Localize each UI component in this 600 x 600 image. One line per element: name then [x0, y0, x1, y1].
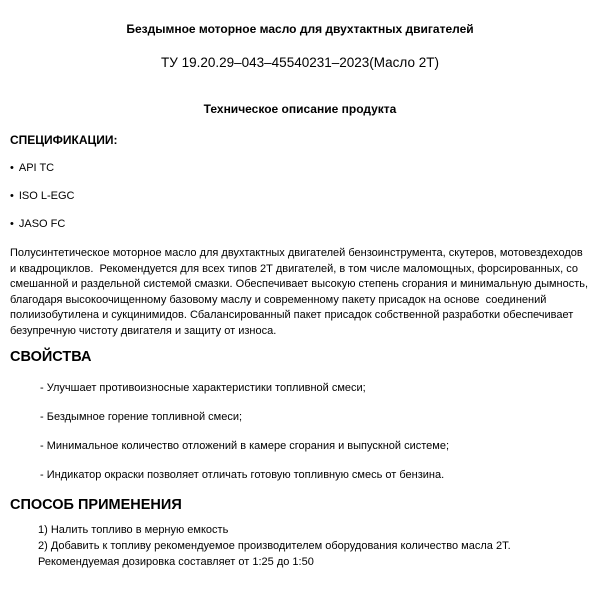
- list-item: [10, 218, 590, 231]
- usage-step: 2) Добавить к топливу рекомендуемое производителем оборудования количество масла 2Т.: [38, 540, 511, 552]
- document-title: Бездымное моторное масло для двухтактных двигателей: [126, 22, 474, 36]
- list-item: [10, 162, 590, 175]
- specifications-heading: СПЕЦИФИКАЦИИ:: [10, 133, 118, 147]
- list-item: - Улучшает противоизносные характеристики топливной смеси;: [40, 382, 366, 394]
- list-item: - Индикатор окраски позволяет отличать готовую топливную смесь от бензина.: [40, 469, 445, 481]
- tu-standard-number: ТУ 19.20.29–043–45540231–2023(Масло 2Т): [161, 55, 439, 70]
- specifications-list: [10, 162, 590, 231]
- list-item: [10, 190, 590, 203]
- list-item: - Бездымное горение топливной смеси;: [40, 411, 243, 423]
- bullet-icon: •: [10, 218, 14, 230]
- specification-label: JASO FC: [18, 218, 66, 230]
- product-description-paragraph: Полусинтетическое моторное масло для двухтактных двигателей бензоинструмента, скутеров, мотовездеходов и квадроциклов. Рекомендуется для всех типов 2Т двигателей, в том числе маломощных, форсированных, со смешанной и раздельной системой смазки. Обеспечивает высокую степень сгорания и минимальную дымность, благодаря высокоочищенному базовому маслу и современному пакету присадок на основе соединений полиизобутилена и сукцинимидов. Сбалансированный пакет присадок собственной разработки обеспечивает безупречную чистоту двигателя и защиту от износа.: [10, 247, 592, 337]
- properties-heading: СВОЙСТВА: [10, 349, 92, 365]
- usage-heading: СПОСОБ ПРИМЕНЕНИЯ: [10, 497, 182, 513]
- specification-label: ISO L-EGC: [18, 190, 75, 202]
- usage-instructions: [10, 522, 590, 570]
- bullet-icon: •: [10, 162, 14, 174]
- bullet-icon: •: [10, 190, 14, 202]
- specification-label: API TC: [18, 162, 55, 174]
- usage-step: 1) Налить топливо в мерную емкость: [38, 524, 229, 536]
- document-subtitle: Техническое описание продукта: [203, 102, 397, 116]
- properties-list: [10, 382, 590, 482]
- list-item: - Минимальное количество отложений в камере сгорания и выпускной системе;: [40, 440, 450, 452]
- usage-dosage-note: Рекомендуемая дозировка составляет от 1:25 до 1:50: [38, 556, 314, 568]
